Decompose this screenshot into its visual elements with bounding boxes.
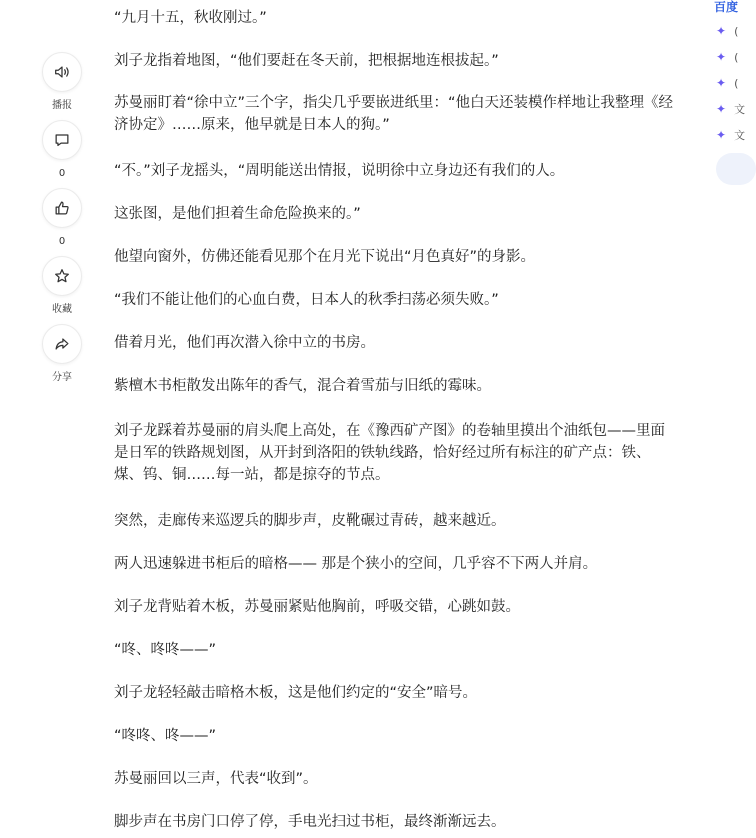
like-button[interactable] bbox=[42, 188, 82, 228]
article-paragraph: 紫檀木书柜散发出陈年的香气，混合着雪茄与旧纸的霉味。 bbox=[114, 378, 491, 394]
article-paragraph: 这张图，是他们担着生命危险换来的。” bbox=[114, 206, 361, 222]
favorite-button[interactable] bbox=[42, 256, 82, 296]
comment-icon bbox=[53, 131, 71, 149]
article-paragraph: “咚、咚咚——” bbox=[114, 642, 217, 658]
article-paragraph: 突然，走廊传来巡逻兵的脚步声，皮靴碾过青砖，越来越近。 bbox=[114, 513, 506, 529]
related-item[interactable]: ✦ 文 bbox=[716, 128, 746, 142]
speaker-icon bbox=[53, 63, 71, 81]
comment-count: 0 bbox=[58, 168, 66, 179]
article-paragraph: 他望向窗外，仿佛还能看见那个在月光下说出“月色真好”的身影。 bbox=[114, 249, 536, 265]
favorite-action[interactable] bbox=[42, 256, 82, 316]
thumbs-up-icon bbox=[53, 199, 71, 217]
article-paragraph: 苏曼丽回以三声，代表“收到”。 bbox=[114, 771, 318, 787]
article-paragraph: “九月十五，秋收刚过。” bbox=[114, 10, 267, 26]
broadcast-label: 播报 bbox=[52, 100, 72, 111]
article-paragraph: 刘子龙指着地图，“他们要赶在冬天前，把根据地连根拔起。” bbox=[114, 53, 499, 69]
article-paragraph: 脚步声在书房门口停了停，手电光扫过书柜，最终渐渐远去。 bbox=[114, 814, 506, 830]
article-paragraph: 刘子龙背贴着木板，苏曼丽紧贴他胸前，呼吸交错，心跳如鼓。 bbox=[114, 599, 520, 615]
sparkle-icon: ✦ bbox=[716, 24, 727, 38]
comment-action[interactable] bbox=[42, 120, 82, 180]
related-item[interactable]: ✦ ( bbox=[716, 76, 739, 90]
article-paragraph: “我们不能让他们的心血白费，日本人的秋季扫荡必须失败。” bbox=[114, 292, 499, 308]
brand-label: 百度 bbox=[714, 0, 739, 14]
sparkle-icon: ✦ bbox=[716, 50, 727, 64]
like-action[interactable] bbox=[42, 188, 82, 248]
sparkle-icon: ✦ bbox=[716, 102, 727, 116]
comment-button[interactable] bbox=[42, 120, 82, 160]
share-icon bbox=[53, 335, 71, 353]
related-panel bbox=[712, 0, 746, 200]
sparkle-icon: ✦ bbox=[716, 76, 727, 90]
article-paragraph: “不。”刘子龙摇头，“周明能送出情报，说明徐中立身边还有我们的人。 bbox=[114, 163, 565, 179]
sparkle-icon: ✦ bbox=[716, 128, 727, 142]
article-paragraph: 两人迅速躲进书柜后的暗格—— 那是个狭小的空间，几乎容不下两人并肩。 bbox=[114, 556, 598, 572]
star-icon bbox=[53, 267, 71, 285]
broadcast-button[interactable] bbox=[42, 52, 82, 92]
share-label: 分享 bbox=[52, 372, 72, 383]
share-action[interactable] bbox=[42, 324, 82, 384]
like-count: 0 bbox=[58, 236, 66, 247]
related-item[interactable]: ✦ 文 bbox=[716, 102, 746, 116]
article-paragraph: 刘子龙轻轻敲击暗格木板，这是他们约定的“安全”暗号。 bbox=[114, 685, 478, 701]
panel-input-pill[interactable] bbox=[716, 153, 756, 185]
broadcast-action[interactable] bbox=[42, 52, 82, 112]
related-item[interactable]: ✦ ( bbox=[716, 50, 739, 64]
article-paragraph: 苏曼丽盯着“徐中立”三个字，指尖几乎要嵌进纸里：“他白天还装模作样地让我整理《经济协定》……原来，他早就是日本人的狗。” bbox=[114, 95, 674, 133]
article-paragraph: “咚咚、咚——” bbox=[114, 728, 217, 744]
favorite-label: 收藏 bbox=[52, 304, 72, 315]
related-item[interactable]: ✦ ( bbox=[716, 24, 739, 38]
share-button[interactable] bbox=[42, 324, 82, 364]
article-paragraph: 借着月光，他们再次潜入徐中立的书房。 bbox=[114, 335, 375, 351]
article-action-bar bbox=[40, 52, 84, 392]
article-paragraph: 刘子龙踩着苏曼丽的肩头爬上高处，在《豫西矿产图》的卷轴里摸出个油纸包——里面是日军的铁路规划图，从开封到洛阳的铁轨线路，恰好经过所有标注的矿产点：铁、煤、钨、铜……每一站，都是掠夺的节点。 bbox=[114, 423, 665, 483]
